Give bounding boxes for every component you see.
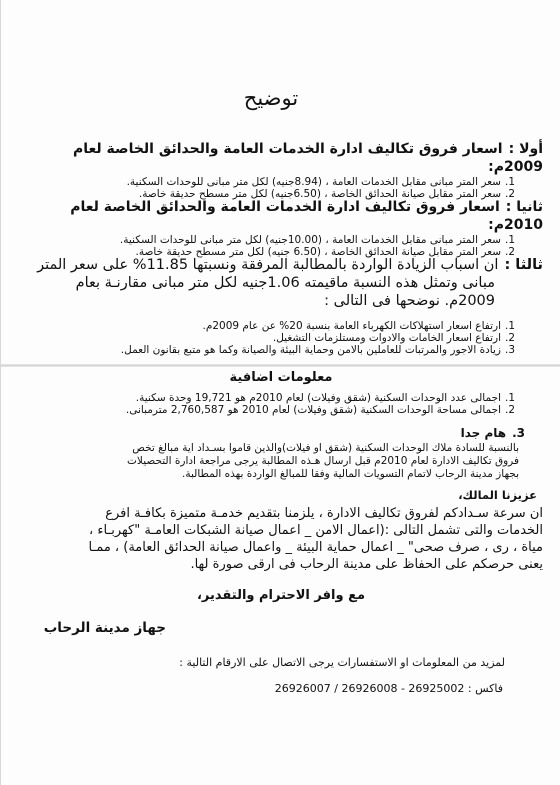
item-number: 3.: [504, 344, 515, 356]
paragraph-line: ان سرعة سـدادكم لفروق تكاليف الادارة ، يلزمنا بتقديم خدمـة متميزة بكافـة افرع: [105, 506, 543, 521]
paragraph-line: فروق تكاليف الادارة لعام 2010م قبل ارسال هـذه المطالبة يرجى مراجعة ادارة التحصيلات: [127, 455, 519, 467]
important-title: هام جدا: [460, 426, 507, 440]
owner-section: [23, 488, 543, 573]
closing-line: مع وافر الاحترام والتقدير،: [196, 588, 366, 603]
list-item: [23, 234, 515, 246]
item-text: سعر المتر مقابل صيانة الحدائق الخاصة ، (6.50 جنيه) لكل متر مسطح حديقة خاصة.: [135, 246, 501, 258]
item-number: 1.: [504, 176, 515, 188]
paragraph-line: 2009م. نوضحها فى التالى :: [324, 293, 495, 309]
paragraph-line: بجهاز مدينة الرحاب لاتمام التسويات المالية وفقا للمبالغ الواردة بهذه المطالبة.: [182, 468, 519, 480]
item-text: اجمالى عدد الوحدات السكنية (شقق وفيلات) لعام 2010م هو 19,721 وحدة سكنية.: [135, 392, 501, 404]
list-item: [23, 320, 515, 332]
additional-info-heading: معلومات اضافية: [229, 370, 333, 385]
additional-info-section: [23, 392, 543, 481]
important-number: 3.: [512, 426, 525, 440]
list-item: [23, 344, 515, 356]
section-third: [23, 256, 543, 356]
paragraph-line: مياة ، رى ، صرف صحى" _ اعمال حماية البيئة _ واعمال صيانة الحدائق العامة) ، ممـا: [88, 540, 543, 555]
section-second: [23, 198, 543, 258]
list-item: [23, 332, 515, 344]
section-second-heading: [23, 198, 543, 234]
list-item: [23, 392, 515, 404]
contact-phones: 26926007 / 26926008 - فاكس : 26925002: [274, 682, 503, 695]
item-number: 2.: [504, 188, 515, 200]
item-number: 2.: [504, 404, 515, 416]
contact-line: لمزيد من المعلومات او الاستفسارات يرجى الاتصال على الارقام التالية :: [179, 656, 505, 669]
item-text: ارتفاع اسعار استهلاكات الكهرباء العامة بنسبة 20% عن عام 2009م.: [202, 320, 501, 332]
item-text: زيادة الاجور والمرتبات للعاملين بالامن وحماية البيئة والصيانة وكما هو متبع بقانون العمل.: [120, 344, 501, 356]
item-number: 2.: [504, 332, 515, 344]
item-text: اجمالى مساحة الوحدات السكنية (شقق وفيلات) لعام 2010 هو 2,760,587 مترمبانى.: [125, 404, 501, 416]
section-first-number: أولا :: [508, 141, 543, 157]
paragraph-line: ان اسباب الزيادة الواردة بالمطالبة المرفقة ونسبتها 11.85% على سعر المتر: [37, 257, 499, 273]
section-first: [23, 140, 543, 200]
paragraph-line: يعنى حرصكم على الحفاظ على مدينة الرحاب فى ارقى صورة لها.: [190, 557, 543, 572]
paragraph-line: الخدمات والتى تشمل التالى :(اعمال الامن _ اعمال صيانة الشبكات العامـة "كهربـاء ،: [89, 523, 543, 538]
item-text: ارتفاع اسعار الخامات والادوات ومستلزمات التشغيل.: [272, 332, 501, 344]
item-number: 1.: [504, 320, 515, 332]
list-item: [23, 404, 515, 416]
list-item: [23, 176, 515, 188]
signature: جهاز مدينة الرحاب: [43, 620, 166, 636]
item-number: 1.: [504, 392, 515, 404]
owner-greeting: عزيزنا المالك،: [458, 488, 537, 502]
item-text: سعر المتر مبانى مقابل الخدمات العامة ، (8.94جنيه) لكل متر مبانى للوحدات السكنية.: [126, 176, 501, 188]
paragraph-line: مبانى وتمثل هذه النسبة ماقيمته 1.06جنيه لكل متر مبانى مقارنـة بعام: [75, 275, 495, 291]
important-heading: [23, 424, 525, 442]
document-title: توضيح: [243, 86, 299, 110]
section-second-title: اسعار فروق تكاليف ادارة الخدمات العامة والحدائق الخاصة لعام 2010م:: [70, 199, 543, 233]
item-number: 1.: [504, 234, 515, 246]
item-text: سعر المتر مقابل صيانة الحدائق الخاصة ، (6.50جنيه) لكل متر مسطح حديقة خاصة.: [138, 188, 501, 200]
section-first-title: اسعار فروق تكاليف ادارة الخدمات العامة والحدائق الخاصة لعام 2009م:: [73, 141, 543, 175]
section-third-number: ثالثا :: [504, 257, 543, 273]
section-first-heading: [23, 140, 543, 176]
item-text: سعر المتر مبانى مقابل الخدمات العامة ، (10.00جنيه) لكل متر مبانى للوحدات السكنية.: [119, 234, 501, 246]
paragraph-line: بالنسبة للسادة ملاك الوحدات السكنية (شقق او فيلات)والذين قاموا بسـداد اية مبالغ تخص: [132, 442, 519, 454]
section-third-paragraph: [23, 256, 543, 310]
important-paragraph: [23, 442, 519, 481]
section-second-number: ثانيا :: [505, 199, 543, 215]
item-number: 2.: [504, 246, 515, 258]
owner-paragraph: [23, 505, 543, 573]
